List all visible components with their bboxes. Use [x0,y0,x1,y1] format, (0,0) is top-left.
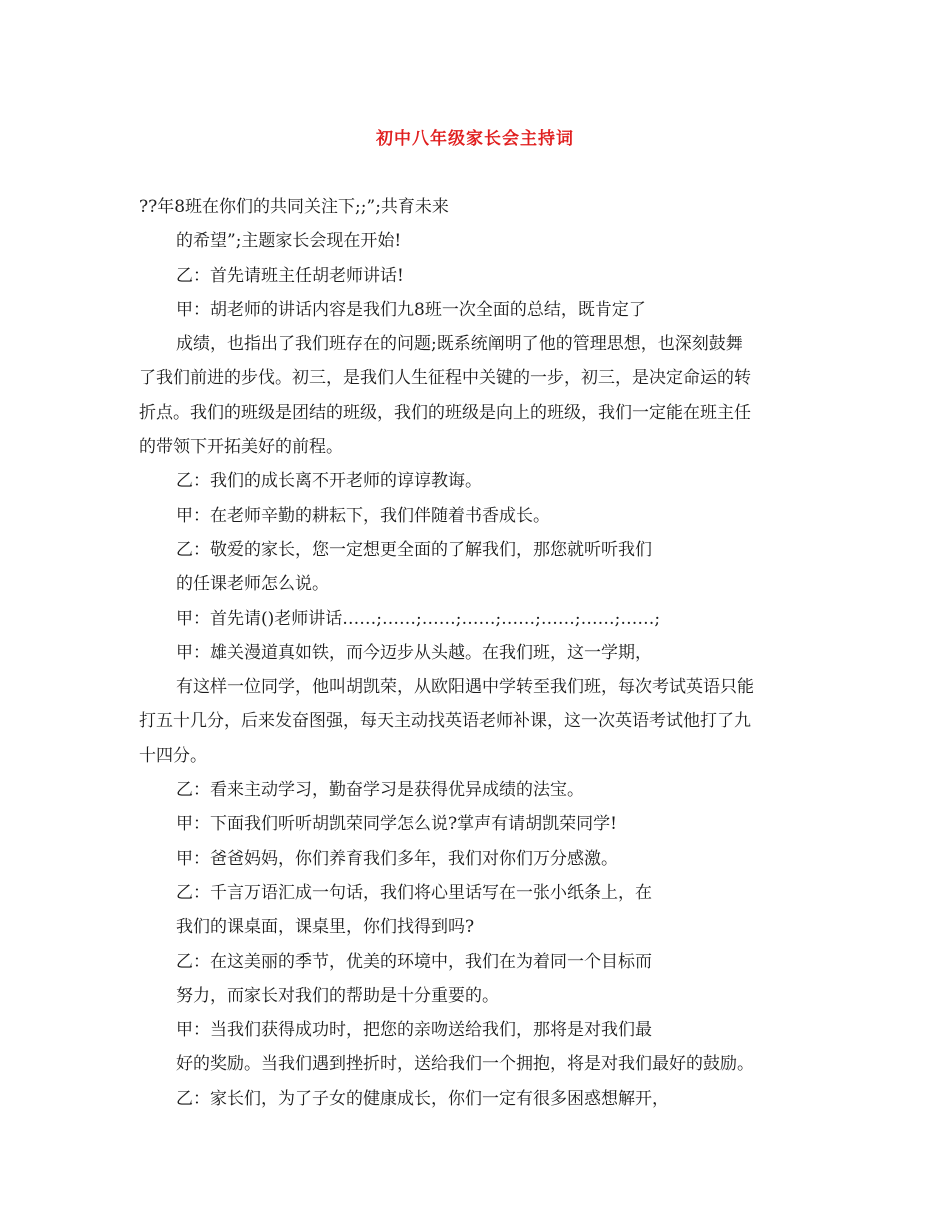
body-line: 了我们前进的步伐。初三，是我们人生征程中关键的一步，初三，是决定命运的转 [139,368,751,389]
document-title: 初中八年级家长会主持词 [376,129,574,149]
body-line: 打五十几分，后来发奋图强，每天主动找英语老师补课，这一次英语考试他打了九 [139,711,751,732]
body-line: 的任课老师怎么说。 [176,574,329,595]
document-body [139,190,819,1116]
body-line: 乙：敬爱的家长，您一定想更全面的了解我们，那您就听听我们 [176,539,652,560]
body-line: ??年8班在你们的共同关注下;;”;共育未来 [139,197,449,217]
body-line: 折点。我们的班级是团结的班级，我们的班级是向上的班级，我们一定能在班主任 [139,402,751,423]
body-line: 乙：千言万语汇成一句话，我们将心里话写在一张小纸条上，在 [176,882,652,903]
body-line: 甲：首先请()老师讲话……;……;……;……;……;……;……;……; [176,608,661,629]
body-line: 甲：爸爸妈妈，你们养育我们多年，我们对你们万分感激。 [176,848,618,869]
body-line: 乙：看来主动学习，勤奋学习是获得优异成绩的法宝。 [176,780,584,801]
body-line: 成绩，也指出了我们班存在的问题;既系统阐明了他的管理思想，也深刻鼓舞 [176,334,743,355]
body-line: 十四分。 [139,745,207,766]
body-line: 的希望”;主题家长会现在开始! [176,231,402,252]
body-line: 乙：首先请班主任胡老师讲话! [176,265,404,286]
body-line: 甲：胡老师的讲话内容是我们九8班一次全面的总结，既肯定了 [176,299,646,320]
body-line: 努力，而家长对我们的帮助是十分重要的。 [176,985,499,1006]
body-line: 甲：在老师辛勤的耕耘下，我们伴随着书香成长。 [176,505,550,526]
body-line: 的带领下开拓美好的前程。 [139,437,343,458]
body-line: 有这样一位同学，他叫胡凯荣，从欧阳遇中学转至我们班，每次考试英语只能 [176,677,754,698]
body-line: 甲：当我们获得成功时，把您的亲吻送给我们，那将是对我们最 [176,1020,652,1041]
body-line: 乙：家长们，为了子女的健康成长，你们一定有很多困惑想解开， [176,1088,669,1109]
body-line: 乙：我们的成长离不开老师的谆谆教诲。 [176,471,482,492]
body-line: 好的奖励。当我们遇到挫折时，送给我们一个拥抱，将是对我们最好的鼓励。 [176,1054,754,1075]
body-line: 甲：下面我们听听胡凯荣同学怎么说?掌声有请胡凯荣同学! [176,814,617,835]
body-line: 乙：在这美丽的季节，优美的环境中，我们在为着同一个目标而 [176,951,652,972]
body-line: 甲：雄关漫道真如铁，而今迈步从头越。在我们班，这一学期， [176,642,652,663]
body-line: 我们的课桌面，课桌里，你们找得到吗? [176,917,475,938]
